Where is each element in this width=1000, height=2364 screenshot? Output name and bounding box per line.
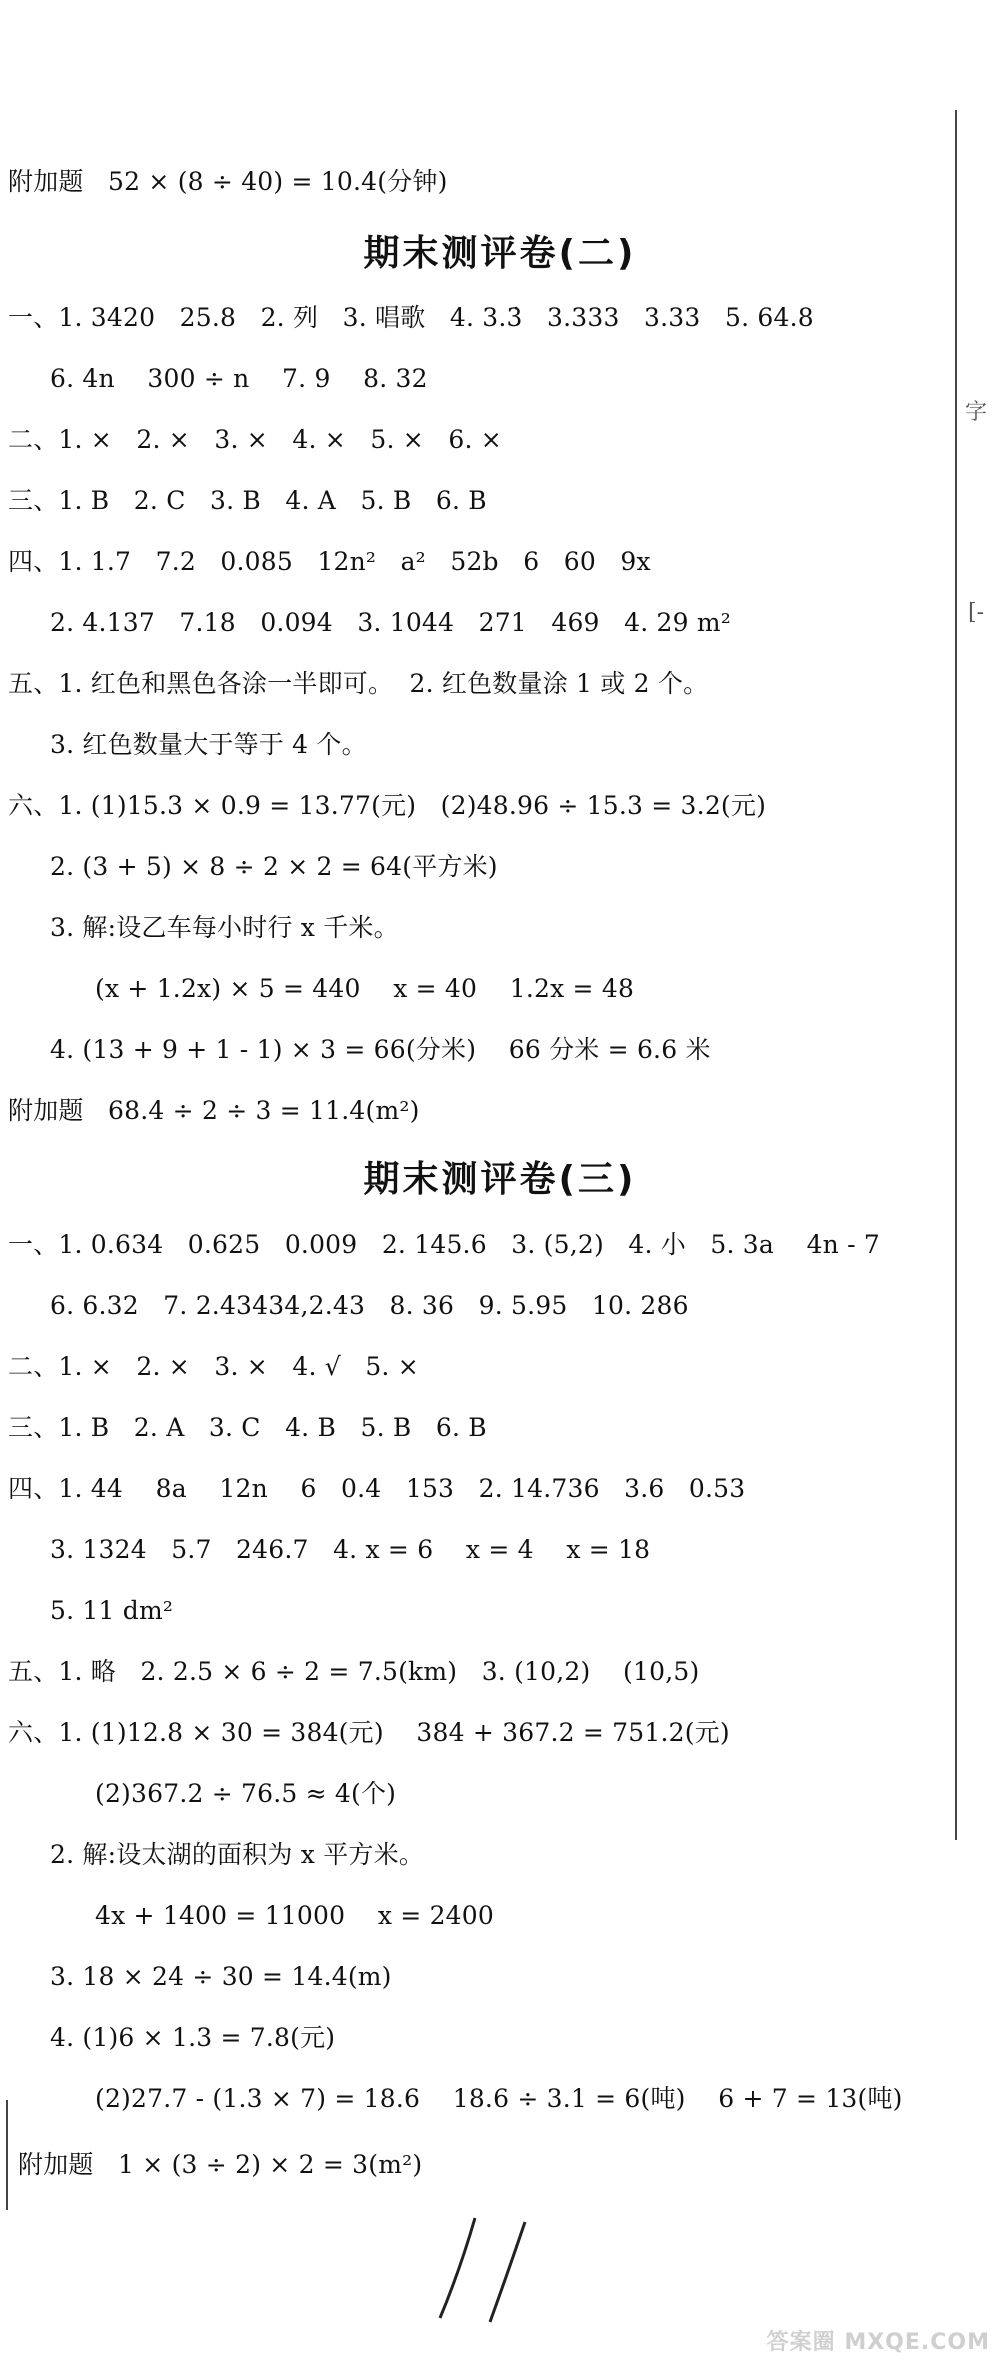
section-title-3: 期末测评卷(三) xyxy=(363,1159,637,1200)
answer-line: 3. 1324 5.7 246.7 4. x = 6 x = 4 x = 18 xyxy=(50,1535,651,1564)
answer-line: 六、1. (1)15.3 × 0.9 = 13.77(元) (2)48.96 ÷ 15.3 = 3.2(元) xyxy=(8,791,767,820)
answer-line: 3. 解:设乙车每小时行 x 千米。 xyxy=(50,913,399,942)
answer-line: 二、1. × 2. × 3. × 4. × 5. × 6. × xyxy=(8,425,502,454)
answer-line: 三、1. B 2. C 3. B 4. A 5. B 6. B xyxy=(8,486,487,515)
answer-line: 2. 4.137 7.18 0.094 3. 1044 271 469 4. 29 m² xyxy=(50,608,731,637)
appendix-line-3: 附加题 1 × (3 ÷ 2) × 2 = 3(m²) xyxy=(18,2150,423,2179)
answer-line: 四、1. 44 8a 12n 6 0.4 153 2. 14.736 3.6 0.53 xyxy=(8,1474,746,1503)
answer-line: 六、1. (1)12.8 × 30 = 384(元) 384 + 367.2 = 751.2(元) xyxy=(8,1718,730,1747)
left-margin-rule xyxy=(6,2100,8,2210)
answer-line: 4. (13 + 9 + 1 - 1) × 3 = 66(分米) 66 分米 = 6.6 米 xyxy=(50,1035,711,1064)
answer-line: 6. 6.32 7. 2.43434,2.43 8. 36 9. 5.95 10. 286 xyxy=(50,1291,689,1320)
appendix-line-2: 附加题 68.4 ÷ 2 ÷ 3 = 11.4(m²) xyxy=(8,1096,420,1125)
answer-line: 2. 解:设太湖的面积为 x 平方米。 xyxy=(50,1840,425,1869)
answer-line: 二、1. × 2. × 3. × 4. √ 5. × xyxy=(8,1352,419,1381)
right-margin-rule xyxy=(955,110,957,1840)
answer-line: 一、1. 0.634 0.625 0.009 2. 145.6 3. (5,2) 4. 小 5. 3a 4n - 7 xyxy=(8,1230,881,1259)
answer-line: 四、1. 1.7 7.2 0.085 12n² a² 52b 6 60 9x xyxy=(8,547,651,576)
appendix-line-1: 附加题 52 × (8 ÷ 40) = 10.4(分钟) xyxy=(8,167,448,196)
answer-line: 三、1. B 2. A 3. C 4. B 5. B 6. B xyxy=(8,1413,487,1442)
answer-line: 五、1. 红色和黑色各涂一半即可。 2. 红色数量涂 1 或 2 个。 xyxy=(8,669,709,698)
answer-line: (x + 1.2x) × 5 = 440 x = 40 1.2x = 48 xyxy=(95,974,635,1003)
answer-line: 6. 4n 300 ÷ n 7. 9 8. 32 xyxy=(50,364,428,393)
answer-line: 3. 18 × 24 ÷ 30 = 14.4(m) xyxy=(50,1962,392,1991)
watermark-logo: 答案圈 MXQE.COM xyxy=(766,2330,990,2355)
answer-line: 4x + 1400 = 11000 x = 2400 xyxy=(95,1901,494,1930)
margin-mark-2: [- xyxy=(968,600,985,625)
answer-line: 一、1. 3420 25.8 2. 列 3. 唱歌 4. 3.3̇ 3.333 3.33 5. 64.8 xyxy=(8,303,814,332)
margin-mark-1: 字 xyxy=(965,400,988,425)
answer-line: 2. (3 + 5) × 8 ÷ 2 × 2 = 64(平方米) xyxy=(50,852,498,881)
answer-line: 3. 红色数量大于等于 4 个。 xyxy=(50,730,367,759)
section-title-2: 期末测评卷(二) xyxy=(363,233,637,274)
handwriting-marks xyxy=(420,2210,540,2330)
answer-line: 4. (1)6 × 1.3 = 7.8(元) xyxy=(50,2023,336,2052)
answer-line: (2)27.7 - (1.3 × 7) = 18.6 18.6 ÷ 3.1 = 6(吨) 6 + 7 = 13(吨) xyxy=(95,2084,903,2113)
answer-line: 5. 11 dm² xyxy=(50,1596,174,1625)
answer-line: 五、1. 略 2. 2.5 × 6 ÷ 2 = 7.5(km) 3. (10,2) (10,5) xyxy=(8,1657,700,1686)
answer-line: (2)367.2 ÷ 76.5 ≈ 4(个) xyxy=(95,1779,397,1808)
